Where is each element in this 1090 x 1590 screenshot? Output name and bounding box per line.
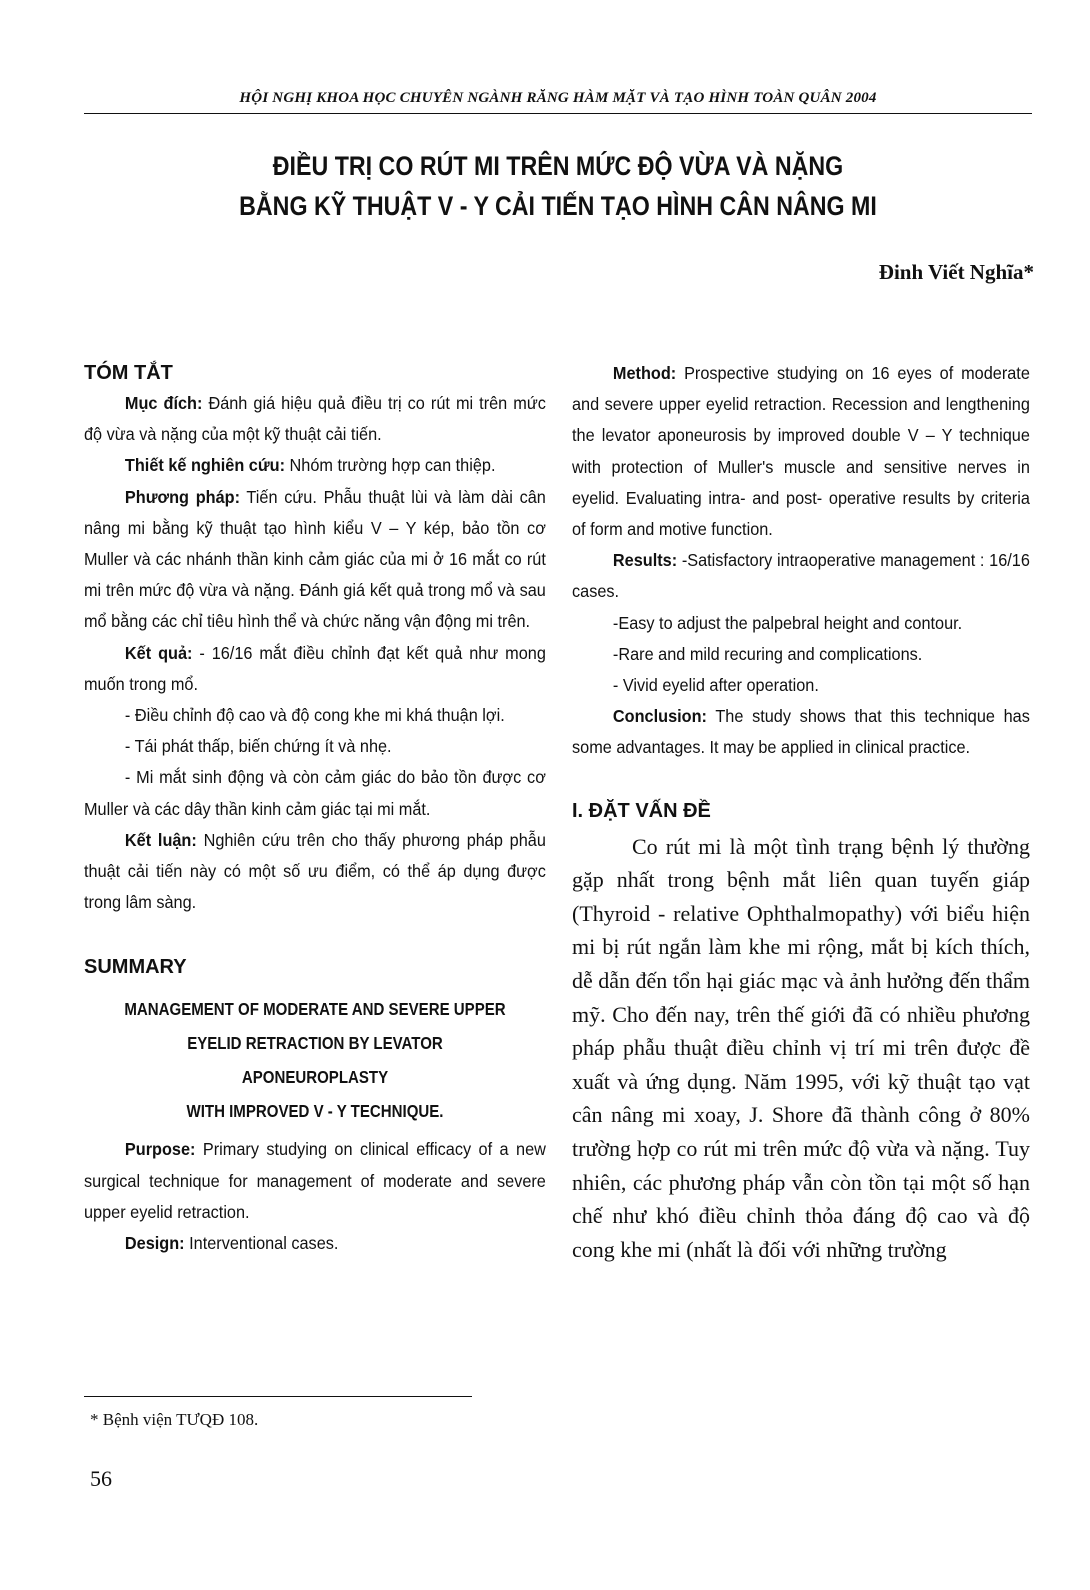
- page-number: 56: [90, 1466, 112, 1491]
- section-1-heading: I. ĐẶT VẤN ĐỀ: [572, 799, 711, 822]
- abstract-method-text: Tiến cứu. Phẫu thuật lùi và làm dài cân nâng mi bằng kỹ thuật tạo hình kiểu V – Y kép, bảo tồn cơ Muller và các nhánh thần kinh cảm giác của mi ở 16 mắt co rút mi trên mức độ vừa và nặng. Đánh giá kết quả trong mổ và sau mổ bằng các chỉ tiêu hình thể và chức năng vận động mi trên.: [84, 486, 546, 632]
- abstract-result-bullet-2: - Tái phát thấp, biến chứng ít và nhẹ.: [124, 736, 392, 757]
- summary-heading: SUMMARY: [84, 956, 187, 979]
- footnote-rule: [84, 1396, 472, 1397]
- abstract-design: [84, 450, 546, 481]
- summary-title-line-1: MANAGEMENT OF MODERATE AND SEVERE UPPER: [124, 999, 506, 1020]
- title-line-2: BẰNG KỸ THUẬT V - Y CẢI TIẾN TẠO HÌNH CÂN NÂNG MI: [239, 191, 877, 221]
- author-name: Đinh Viết Nghĩa*: [878, 260, 1034, 284]
- section-1-text: Co rút mi là một tình trạng bệnh lý thường gặp nhất trong bệnh mắt liên quan tuyến giáp (Thyroid - relative Ophthalmopathy) với biểu hiện mi bị rút ngắn làm khe mi rộng, mắt bị kích thích, dễ dẫn đến tổn hại giác mạc và ảnh hưởng đến thẩm mỹ. Cho đến nay, trên thế giới đã có nhiều phương pháp phẫu thuật điều chỉnh vị trí mi trên được đề xuất và ứng dụng. Năm 1995, với kỹ thuật tạo vạt cân nâng mi xoay, J. Shore đã thành công ở 80% trường hợp co rút mi trên mức độ vừa và nặng. Tuy nhiên, các phương pháp vẫn còn tồn tại một số hạn chế như khó điều chỉnh thỏa đáng độ cao và độ cong khe mi (nhất là đối với những trường: [572, 833, 1030, 1262]
- summary-purpose-text: Primary studying on clinical efficacy of a new surgical technique for management of moderate and severe upper eyelid retraction.: [84, 1139, 546, 1222]
- abstract-purpose-text: Đánh giá hiệu quả điều trị co rút mi trên mức độ vừa và nặng của một kỹ thuật cải tiến.: [84, 393, 546, 445]
- abstract-design-label: Thiết kế nghiên cứu:: [124, 455, 286, 476]
- summary-conclusion-label: Conclusion:: [612, 706, 707, 727]
- summary-conclusion: [572, 701, 1030, 763]
- left-column: [84, 358, 546, 1259]
- abstract-results: [84, 638, 546, 700]
- abstract-conclusion-text: Nghiên cứu trên cho thấy phương pháp phẫu thuật cải tiến này có một số ưu điểm, có thể áp dụng được trong lâm sàng.: [84, 829, 546, 913]
- summary-design-text: Interventional cases.: [184, 1233, 339, 1254]
- summary-title-line-3: WITH IMPROVED V - Y TECHNIQUE.: [186, 1101, 444, 1122]
- summary-design-label: Design:: [124, 1233, 185, 1254]
- paper-title: [150, 146, 965, 226]
- summary-results-text: -Satisfactory intraoperative management : 16/16 cases.: [572, 550, 1030, 602]
- abstract-method: [84, 482, 546, 638]
- abstract-results-label: Kết quả:: [124, 642, 193, 663]
- summary-design: [84, 1228, 546, 1259]
- summary-title-line-2: EYELID RETRACTION BY LEVATOR APONEUROPLASTY: [187, 1033, 443, 1088]
- summary-results-label: Results:: [612, 550, 678, 571]
- abstract-design-text: Nhóm trường hợp can thiệp.: [285, 455, 496, 476]
- abstract-results-text: - 16/16 mắt điều chỉnh đạt kết quả như mong muốn trong mổ.: [84, 642, 546, 694]
- summary-conclusion-text: The study shows that this technique has some advantages. It may be applied in clinical practice.: [572, 706, 1030, 758]
- summary-method: [572, 358, 1030, 545]
- summary-result-bullet-1: -Easy to adjust the palpebral height and contour.: [612, 612, 963, 633]
- abstract-result-bullet-1: - Điều chỉnh độ cao và độ cong khe mi khá thuận lợi.: [124, 705, 505, 726]
- summary-title: [116, 992, 513, 1128]
- abstract-vi-heading: TÓM TẮT: [84, 362, 173, 384]
- abstract-conclusion: [84, 825, 546, 919]
- summary-method-label: Method:: [612, 363, 677, 383]
- summary-purpose-label: Purpose:: [124, 1139, 196, 1160]
- footnote: * Bệnh viện TƯQĐ 108.: [90, 1410, 259, 1429]
- title-line-1: ĐIỀU TRỊ CO RÚT MI TRÊN MỨC ĐỘ VỪA VÀ NẶNG: [272, 151, 844, 181]
- summary-purpose: [84, 1134, 546, 1228]
- right-column: [572, 358, 1030, 1266]
- summary-result-bullet-3: - Vivid eyelid after operation.: [612, 675, 819, 696]
- abstract-purpose-label: Mục đích:: [124, 393, 203, 413]
- abstract-conclusion-label: Kết luận:: [124, 829, 197, 850]
- summary-method-text: Prospective studying on 16 eyes of moderate and severe upper eyelid retraction. Recession and lengthening the levator aponeurosis by improved double V – Y technique with protection of Muller's muscle and sensitive nerves in eyelid. Evaluating intra- and post- operative results by criteria of form and motive function.: [572, 363, 1030, 540]
- header-rule: [84, 113, 1032, 114]
- abstract-result-bullet-3: - Mi mắt sinh động và còn cảm giác do bảo tồn được cơ Muller và các dây thần kinh cảm giác tại mi mắt.: [84, 767, 546, 819]
- abstract-purpose: [84, 388, 546, 450]
- summary-result-bullet-2: -Rare and mild recuring and complications.: [612, 643, 923, 664]
- summary-results: [572, 545, 1030, 607]
- abstract-method-label: Phương pháp:: [124, 486, 240, 507]
- running-header: HỘI NGHỊ KHOA HỌC CHUYÊN NGÀNH RĂNG HÀM MẶT VÀ TẠO HÌNH TOÀN QUÂN 2004: [239, 90, 877, 106]
